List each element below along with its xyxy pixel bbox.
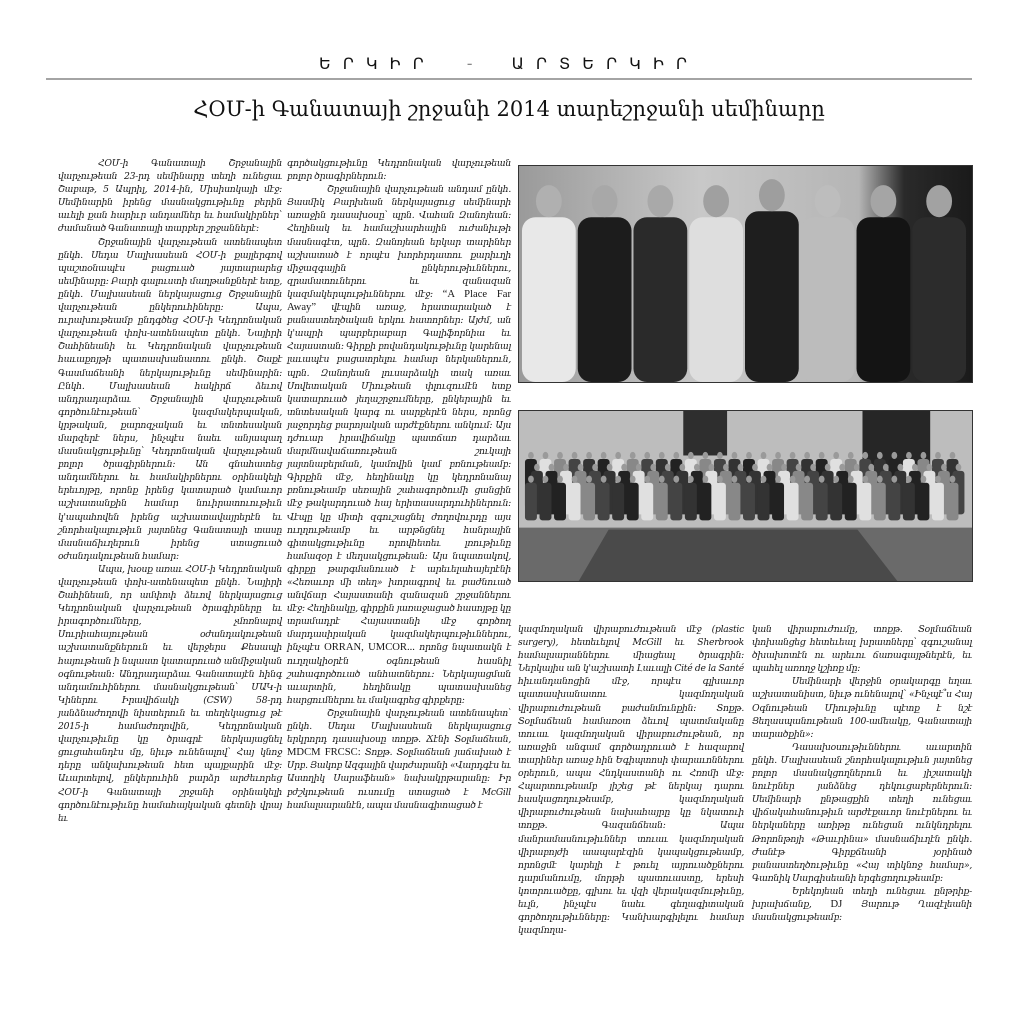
person-figure <box>857 217 911 382</box>
person-head <box>647 185 673 217</box>
person-head <box>746 476 752 483</box>
person-figure <box>633 217 687 382</box>
person-head <box>833 476 839 483</box>
paragraph-text: կազմողական վիրաբուժութեան մէջ (plastic surgery), հետեւելով McGill եւ Sherbrook համալսարաններու միացեալ ծրագրին: Ներկայիս ան կ'աշխատի Լաւալի Cité de la Santé հիւանդանոցին մէջ, որպէս գլխաւոր պատասխանատու կազմողական վիրաբուժութեան բաժանմունքին: Տոքթ. Տօլմաճեան համառօտ ձեւով պատմականը տուաւ կազմողական վիրաբուժութեան, որ առաջին անգամ գործադրուած է հազարով տարիներ առաջ հին Եգիպտոսի փարաւոններու օրերուն, ապա Հնդկաստանի ու Հռոմի մէջ: Հպարտութեամբ յիշեց թէ ներկայ դարու հասկացողութեամբ, կազմողական վիրաբուժութեան նախահայրը կը նկատուի տոքթ. Գազանճեան: Ապա մանրամասնութիւններ տուաւ կազմողական վիրաբոյժի աապարէզին կապակցութեամբ, որոնցմէ կարելի է թուել այրուածքներու դարմանումը, մորթի պատուաստը, երեսի կոտրուածքը, գլխու եւ վզի վերակազմութիւնը, եւլն, ինչպէս նաեւ գեղագիտական գործողութիւնները: Կանխարգիլելու համար կազմողա- <box>518 624 744 937</box>
person-figure <box>522 217 576 382</box>
person-figure <box>699 483 711 521</box>
person-head <box>790 452 796 459</box>
person-figure <box>912 217 966 382</box>
section-header-right: ԱՐՏԵՐԿԻՐ <box>511 54 699 73</box>
person-figure <box>816 483 828 521</box>
person-head <box>732 452 738 459</box>
person-head <box>688 476 694 483</box>
person-head <box>543 476 549 483</box>
person-head <box>781 464 787 471</box>
person-head <box>732 476 738 483</box>
person-head <box>636 464 642 471</box>
person-head <box>877 476 883 483</box>
person-head <box>891 452 897 459</box>
person-head <box>819 476 825 483</box>
person-head <box>717 452 723 459</box>
person-head <box>839 464 845 471</box>
person-head <box>592 464 598 471</box>
person-head <box>761 476 767 483</box>
person-figure <box>845 483 857 521</box>
person-head <box>927 464 933 471</box>
person-head <box>819 452 825 459</box>
article-paragraph <box>752 623 972 675</box>
person-figure <box>917 483 929 521</box>
person-head <box>906 476 912 483</box>
paragraph-text: Շրջանային վարչութեան անդամ ընկհ. Յասմիկ Բարխեան ներկայացուց սեմինարի առաջին դասախօսը՝ պրն. Վահան Զանոյեան: Հեղինակ եւ համաշխարհային ուժանիւթի մասնագէտ, պրն. Զանոյեան երկար տարիներ աշխատած է որպէս խորհրդատու քարիւղի միջազգային ընկերութիւններու, զրամատուներու եւ զանազան կազմակերպութիւններու մէջ: <box>287 184 511 300</box>
person-head <box>708 464 714 471</box>
paragraph-text: որոնց նպատակն է ուղղակիօրէն օգնութեան հասնիլ շահագործուած անհատներու: Ներկայացման աւարտին, հեղինակը պատասխանեց հարցումներու եւ մակագրեց գիրքերը: <box>287 642 511 706</box>
person-head <box>854 464 860 471</box>
person-head <box>688 452 694 459</box>
person-head <box>557 452 563 459</box>
paragraph-text: Ապա, խօսք առաւ ՀՕՄ-ի Կեդրոնական վարչութեան փոխ-ատենապետ ընկհ. Նայիրի Շահինեան, որ ամփոփ ձեւով ներկայացուց Կեդրոնական վարչութեան ծրագիրները եւ իրագործումները, չմոռնալով Սուրիահայութեան օժանդակութեան աշխատանքներուն եւ վերջերս Քեսապի հայութեան ի նպաստ կատարուած անմիջական օգնութեան: Անդրադարձաւ Գանատայէն հինգ անդամուհիներու մասնակցութեան՝ ՄԱԿ-ի Կիներու Իրավիճակի (CSW) 58-րդ յանձնաժողովի նիստերուն եւ տեղեկացուց թէ 2015-ի համաժողովին, Կեդրոնական վարչութիւնը կը ծրագրէ ներկայացնել ցուցահանդէս մը, նիւթ ունենալով՝ Հայ կնոջ դերը անկախութեան հետ պայքարին մէջ: Աւարտելով, ընկերուհին բարձր արժեւորեց ՀՕՄ-ի Գանատայի շրջանի օրինակելի գործունէութիւնը համահայկական գետնի վրայ եւ <box>58 563 282 824</box>
person-figure <box>874 483 886 521</box>
paragraph-text: ՀՕՄ-ի Գանատայի Շրջանային վարչութեան 23-րդ սեմինարը տեղի ունեցաւ Շաբաթ, 5 Ապրիլ, 2014-ին, Միսիսոկայի մէջ: Սեմինարին իրենց մասնակցութիւնը բերին աւելի քան հարիւր անդամներ եւ համակիրներ՝ ժամանած Գանատայի տարբեր շրջաններէ: <box>58 158 282 235</box>
person-head <box>528 452 534 459</box>
person-head <box>650 464 656 471</box>
person-head <box>815 185 841 217</box>
person-head <box>935 452 941 459</box>
person-head <box>825 464 831 471</box>
person-head <box>935 476 941 483</box>
person-head <box>790 476 796 483</box>
article-paragraph <box>518 623 744 937</box>
person-head <box>557 476 563 483</box>
paragraph-text: Դասախօսութիւններու աւարտին ընկհ. Մալխասեան շնորհակալութիւն յայտնեց բոլոր մասնակցողներուն եւ յիշատակի նուէրներ յանձնեց դեկուցաբերներուն: Սեմինարի ընթացքին տեղի ունեցաւ վիճակահանութիւն արժէքաւոր նուէրներու եւ ներկաները առիթը ունեցան ունկնդրելու Թորոնթոյի «Թաւրինա» մասնաճիւղէն ընկհ. Ժանէթ Գիրքճեանի յօրինած բանաստեղծութիւնը «Հայ տիկնոջ համար», Գառնիկ Սարգիսեանի երգեցողութեամբ: <box>752 741 972 884</box>
latin-text: MDCM FRCSC: <box>287 747 361 759</box>
article-paragraph <box>287 707 511 812</box>
person-figure <box>540 483 552 521</box>
paragraph-text: կան վիրաբուժումը, տոքթ. Տօլմաճեան փոխանցեց հետեւեալ խրատները՝ զգուշանալ ծխախոտէն ու արեւու ճառագայթներէն, եւ պահել առողջ կշիռք մը: <box>752 624 972 675</box>
person-figure <box>612 483 624 521</box>
person-figure <box>758 483 770 521</box>
person-figure <box>801 217 855 382</box>
paragraph-text: Սեմինարի վերջին օրակարգը եղաւ աշխատանիստ, նիւթ ունենալով՝ «Ինչպէ՞ս Հայ Օգնութեան Միութիւնը պէտք է նշէ Ցեղասպանութեան 100-ամեակը, Գանատայի տարածքին»: <box>752 676 972 740</box>
person-head <box>534 464 540 471</box>
person-figure <box>598 483 610 521</box>
latin-text: ORRAN, UMCOR... <box>324 642 415 654</box>
person-head <box>746 452 752 459</box>
paragraph-text: վէպին առաջ, հրատարակած է բանաստեղծական երկու հատորներ: Այժմ, ան կ'ապրի պարբերաբար Գալիֆորնիա եւ Հայաստան: Գիրքի բովանդակութիւնը կարենալ լաւապէս բացատրելու համար ներկաներուն, պրն. Զանոյեան լուսարձակի տակ առաւ Սովետական Միութեան փլուզումէն ետք կատարուած յեղաշրջումները, ընկերային եւ տնտեսական կարգ ու սարքերէն ներս, որոնց յաջորդեց բարոյական արժէքներու անկում: Այս դժուար իրավիճակը պատճառ դարձաւ մարմնավաճառութեան շուկայի յայտնաբերման, կամովին կամ բռնութեամբ: Գիրքին մէջ, հեղինակը կը կեդրոնանայ բռնութեամբ սեռային շահագործումի ցանցին մէջ թակարդուած հայ երիտասարդուհիներուն: Վէպը կը միտի զգուշացնել ժողովուրդը այս ուղղութեամբ եւ արթնցնել հանրային գիտակցութիւնը որովհետեւ լռութիւնը համազօր է մեղսակցութեան: Այս նպատակով, գիրքը թարգմանուած է արեւելահայերէնի «Հեռաւոր մի տեղ» խորագրով եւ բաժնուած անվճար Հայաստանի զանազան շրջաններու մէջ: Հեղինակը, գիրքին յառաջացած հասոյթը կը տրամադրէ Հայաստանի մէջ գործող մարդասիրական կազմակերպութիւններու, ինչպէս <box>287 302 511 654</box>
latin-text: “A Place Far Away” <box>287 288 511 314</box>
person-head <box>607 464 613 471</box>
person-figure <box>932 483 944 521</box>
group-portrait-image <box>519 166 972 382</box>
person-head <box>870 185 896 217</box>
section-header-separator: - <box>466 54 473 73</box>
article-paragraph <box>58 563 282 825</box>
person-head <box>804 452 810 459</box>
person-head <box>759 179 785 211</box>
person-head <box>752 464 758 471</box>
person-head <box>761 452 767 459</box>
person-head <box>592 185 618 217</box>
paragraph-text: Շրջանային վարչութեան ատենապետ՝ ընկհ. Սեդա Մալխասեան ներկայացուց երկրորդ դասախօսը տոքթ. Ճէնի Տօլմաճեան, <box>287 707 511 746</box>
person-figure <box>772 483 784 521</box>
person-head <box>601 452 607 459</box>
paragraph-text: Տոքթ. Տօլմաճեան յաճախած է Սրբ. Յակոբ Ազգային վարժարանի «Վարդգէս եւ Աստղիկ Սարաֆեան» նախակրթարանը: Իր բժշկութեան ուսումը ստացած է McGill համալսարանէն, ապա մասնագիտացած է <box>287 747 511 811</box>
person-head <box>615 452 621 459</box>
paragraph-text: Շրջանային վարչութեան ատենապետ ընկհ. Սեդա Մալխասեան ՀՕՄ-ի քայլերգով պաշտօնապէս բացուած յայտարարեց սեմինարը: Բարի գալուստի մաղթանքներէ ետք, ընկհ. Մալխասեան ներկայացուց Շրջանային վարչութեան ընկերուհիները: Ապա, ուրախութեամբ ընդգծեց ՀՕՄ-ի Կեդրոնական վարչութեան փոխ-ատենապետ ընկհ. Նայիրի Շահինեանի եւ Կեդրոնական վարչութեան հաւաքոյթի պատասխանատու ընկհ. Շաքէ Գասմաճեանի ներկայութիւնը սեմինարին: Ընկհ. Մալխասեան հակիրճ ձեւով անդրադարձաւ Շրջանային վարչութեան գործունէութեան՝ կազմակերպական, կրթական, քարոզչական եւ տնտեսական մարզերէ ներս, ինչպէս նաեւ անյապաղ մասնակցութիւնը՝ Կեդրոնական վարչութեան բոլոր ծրագիրներուն: Ան գնահատեց անդամներու եւ համակիրներու օրինակելի երեւոյթը, որոնք իրենց կատարած կամաւոր աշխատանքին համար նուիրատուութիւն կ'ապահովեն իրենց աշխատավայրերէն եւ շնորհակալութիւն յայտնեց Գանատայի տասը մասնաճիւղերուն իրենց ստացուած օժանդակութեան համար: <box>58 236 282 562</box>
article-paragraph <box>287 183 511 707</box>
person-head <box>644 452 650 459</box>
person-head <box>921 452 927 459</box>
person-head <box>703 476 709 483</box>
person-figure <box>728 483 740 521</box>
person-head <box>950 476 956 483</box>
person-figure <box>525 483 537 521</box>
person-figure <box>714 483 726 521</box>
person-head <box>891 476 897 483</box>
article-headline: ՀՕՄ-ի Գանատայի շրջանի 2014 տարեշրջանի սեմինարը <box>193 97 825 121</box>
person-head <box>848 476 854 483</box>
person-figure <box>656 483 668 521</box>
person-head <box>659 452 665 459</box>
person-head <box>868 464 874 471</box>
person-head <box>679 464 685 471</box>
person-head <box>673 452 679 459</box>
person-figure <box>569 483 581 521</box>
person-figure <box>830 483 842 521</box>
person-head <box>703 185 729 217</box>
person-figure <box>554 483 566 521</box>
person-head <box>563 464 569 471</box>
person-head <box>665 464 671 471</box>
person-head <box>848 452 854 459</box>
person-figure <box>787 483 799 521</box>
person-head <box>950 452 956 459</box>
group-portrait-photo <box>518 165 973 383</box>
person-head <box>621 464 627 471</box>
section-header-left: ԵՐԿԻՐ <box>319 54 436 73</box>
person-figure <box>888 483 900 521</box>
person-head <box>738 464 744 471</box>
article-paragraph <box>752 741 972 885</box>
person-figure <box>578 217 632 382</box>
person-head <box>897 464 903 471</box>
person-head <box>775 476 781 483</box>
person-figure <box>947 483 959 521</box>
article-paragraph <box>58 236 282 563</box>
person-head <box>775 452 781 459</box>
person-figure <box>627 483 639 521</box>
person-figure <box>801 483 813 521</box>
person-head <box>528 476 534 483</box>
person-head <box>921 476 927 483</box>
person-head <box>543 452 549 459</box>
article-paragraph <box>287 157 511 183</box>
paragraph-text: Յարութ Ղազէլեանի մասնակցութեամբ: <box>752 898 972 924</box>
person-figure <box>583 483 595 521</box>
article-paragraph <box>752 885 972 924</box>
latin-text: DJ <box>830 898 843 910</box>
person-figure <box>745 211 799 382</box>
seminar-participants-photo <box>518 410 973 582</box>
paragraph-text: գործակցութիւնը Կեդրոնական վարչութեան բոլոր ծրագիրներուն: <box>287 158 511 183</box>
person-head <box>906 452 912 459</box>
person-head <box>877 452 883 459</box>
person-figure <box>641 483 653 521</box>
person-head <box>862 476 868 483</box>
article-paragraph <box>58 157 282 236</box>
person-head <box>912 464 918 471</box>
person-head <box>630 452 636 459</box>
article-column-1 <box>58 157 282 825</box>
person-head <box>941 464 947 471</box>
person-head <box>586 452 592 459</box>
section-header <box>0 54 1018 73</box>
person-head <box>883 464 889 471</box>
person-head <box>956 464 962 471</box>
article-paragraph <box>752 675 972 740</box>
person-head <box>703 452 709 459</box>
person-head <box>810 464 816 471</box>
person-figure <box>743 483 755 521</box>
person-head <box>833 452 839 459</box>
person-figure <box>689 217 743 382</box>
person-figure <box>685 483 697 521</box>
person-head <box>578 464 584 471</box>
person-head <box>717 476 723 483</box>
person-head <box>586 476 592 483</box>
article-column-4 <box>752 623 972 924</box>
person-figure <box>670 483 682 521</box>
person-head <box>615 476 621 483</box>
person-head <box>926 185 952 217</box>
person-head <box>572 452 578 459</box>
paragraph-text: Երեկոյեան տեղի ունեցաւ ընթրիք-խրախճանք, <box>752 885 972 910</box>
person-head <box>644 476 650 483</box>
person-head <box>549 464 555 471</box>
person-head <box>630 476 636 483</box>
person-head <box>804 476 810 483</box>
person-head <box>767 464 773 471</box>
person-head <box>723 464 729 471</box>
person-head <box>572 476 578 483</box>
person-head <box>796 464 802 471</box>
person-head <box>694 464 700 471</box>
person-figure <box>859 483 871 521</box>
person-head <box>536 185 562 217</box>
article-column-3 <box>518 623 744 937</box>
seminar-participants-image <box>519 411 972 581</box>
person-head <box>659 476 665 483</box>
person-head <box>601 476 607 483</box>
person-head <box>673 476 679 483</box>
person-head <box>862 452 868 459</box>
person-figure <box>903 483 915 521</box>
header-divider <box>46 78 972 80</box>
article-column-2 <box>287 157 511 812</box>
